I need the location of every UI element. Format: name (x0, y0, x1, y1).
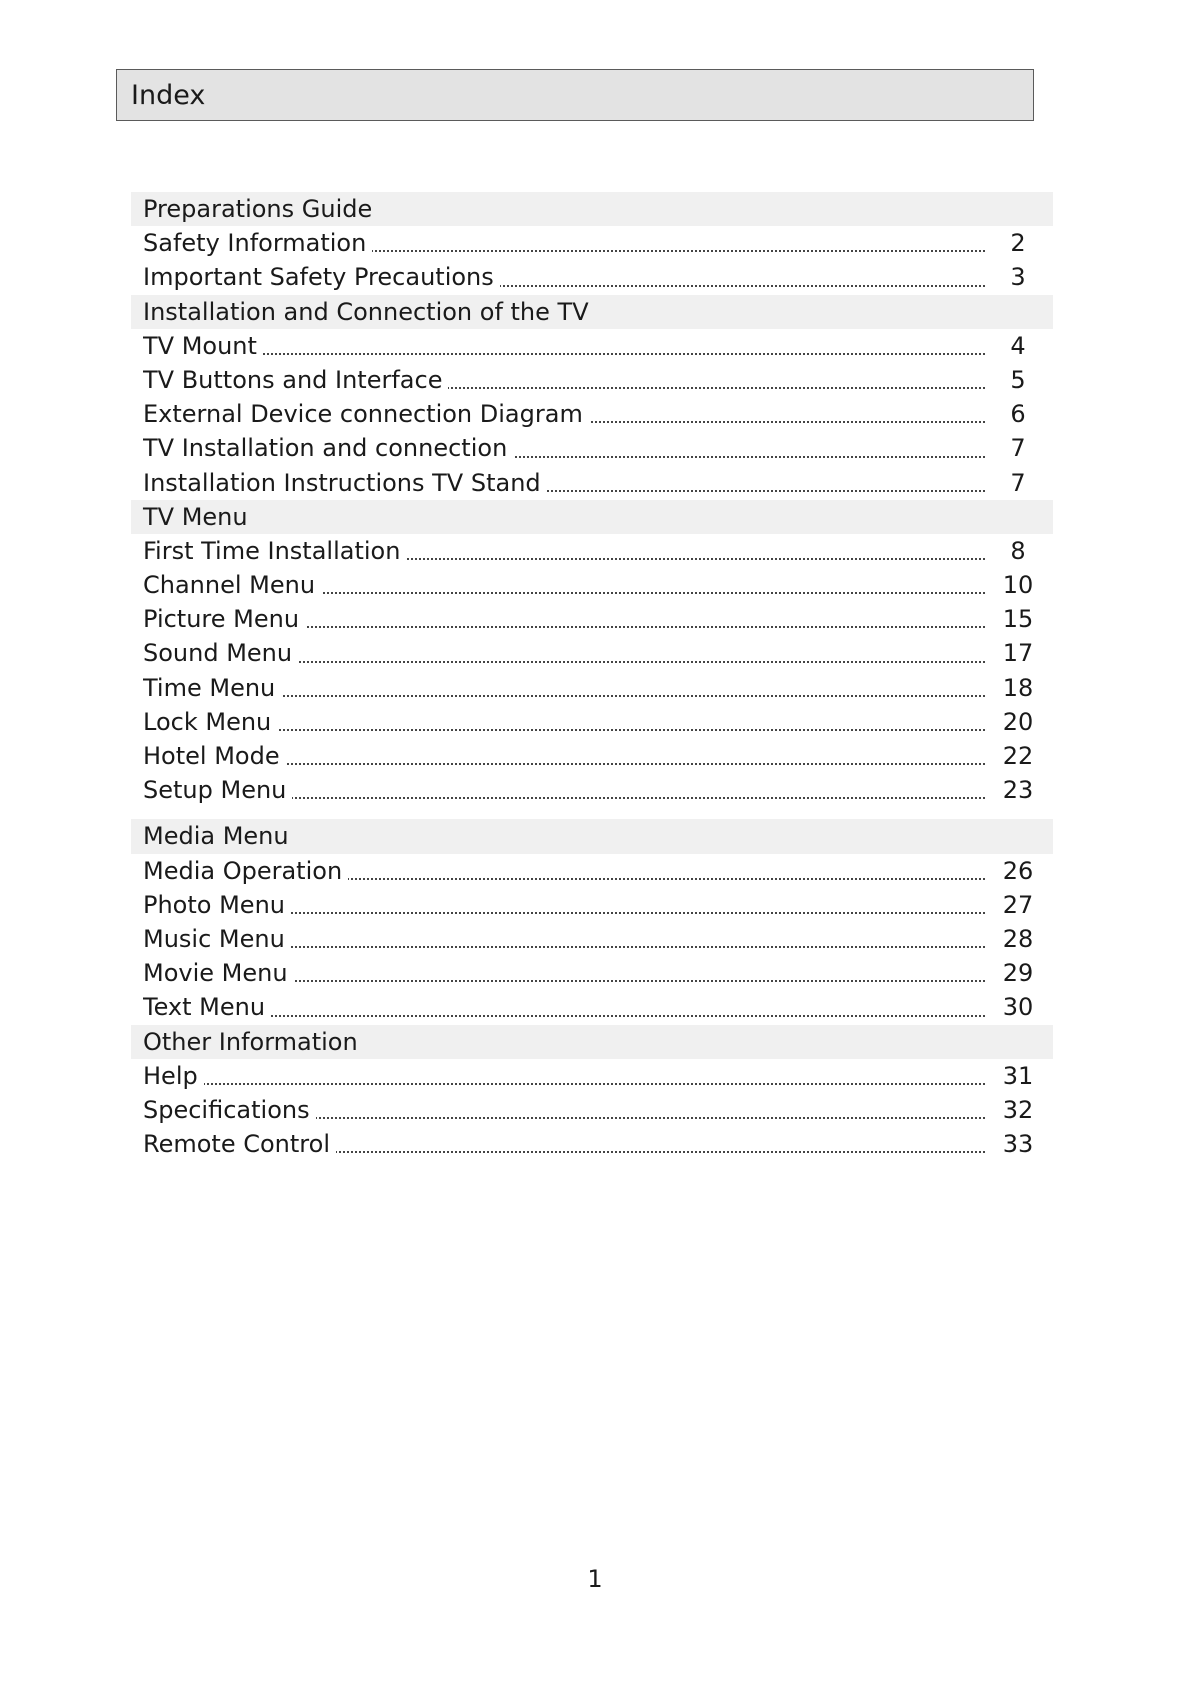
entry-page-number: 3 (1010, 263, 1026, 292)
entry-label: TV Installation and connection (143, 434, 513, 462)
toc-entry[interactable] (131, 854, 1053, 888)
entry-label: Movie Menu (143, 959, 294, 987)
section-title: Media Menu (131, 819, 1053, 853)
entry-page-number: 29 (1002, 959, 1034, 988)
entry-page-number: 28 (1002, 924, 1034, 953)
entry-page-number: 20 (1002, 707, 1034, 736)
entry-page-number: 8 (1010, 536, 1026, 565)
toc-entry[interactable] (131, 956, 1053, 990)
entry-label: TV Mount (143, 332, 263, 360)
entry-label: Sound Menu (143, 639, 298, 667)
entry-page-number: 6 (1010, 400, 1026, 429)
entry-label: External Device connection Diagram (143, 400, 589, 428)
entry-page-number: 26 (1002, 856, 1034, 885)
dot-leader (143, 353, 985, 355)
toc-entry[interactable] (131, 466, 1053, 500)
entry-page-number: 2 (1010, 229, 1026, 258)
toc-entry[interactable] (131, 226, 1053, 260)
entry-label: Time Menu (143, 674, 281, 702)
toc-entry[interactable] (131, 739, 1053, 773)
entry-page-number: 23 (1002, 776, 1034, 805)
section-title: TV Menu (131, 500, 1053, 534)
toc-entry[interactable] (131, 888, 1053, 922)
entry-label: Text Menu (143, 993, 271, 1021)
entry-page-number: 33 (1002, 1130, 1034, 1159)
toc-entry[interactable] (131, 397, 1053, 431)
toc-entry[interactable] (131, 260, 1053, 294)
entry-label: Photo Menu (143, 891, 291, 919)
entry-page-number: 30 (1002, 993, 1034, 1022)
entry-page-number: 17 (1002, 639, 1034, 668)
entry-label: Important Safety Precautions (143, 263, 500, 291)
entry-label: Media Operation (143, 857, 348, 885)
index-title: Index (116, 69, 1034, 121)
page-number: 1 (587, 1565, 603, 1593)
entry-label: First Time Installation (143, 537, 406, 565)
toc-entry[interactable] (131, 636, 1053, 670)
entry-page-number: 15 (1002, 605, 1034, 634)
section-title: Preparations Guide (131, 192, 1053, 226)
entry-page-number: 10 (1002, 571, 1034, 600)
toc-entry[interactable] (131, 671, 1053, 705)
toc-entry[interactable] (131, 363, 1053, 397)
toc-entry[interactable] (131, 773, 1053, 807)
entry-page-number: 27 (1002, 890, 1034, 919)
section-title: Installation and Connection of the TV (131, 295, 1053, 329)
entry-label: Music Menu (143, 925, 291, 953)
entry-label: Help (143, 1062, 204, 1090)
entry-page-number: 31 (1002, 1061, 1034, 1090)
section-title: Other Information (131, 1025, 1053, 1059)
entry-label: TV Buttons and Interface (143, 366, 448, 394)
entry-label: Setup Menu (143, 776, 292, 804)
table-of-contents (131, 192, 1053, 1161)
toc-section-installation (131, 295, 1053, 500)
entry-page-number: 4 (1010, 331, 1026, 360)
toc-entry[interactable] (131, 568, 1053, 602)
entry-page-number: 32 (1002, 1095, 1034, 1124)
entry-label: Channel Menu (143, 571, 321, 599)
entry-page-number: 7 (1010, 434, 1026, 463)
toc-entry[interactable] (131, 1059, 1053, 1093)
entry-page-number: 5 (1010, 365, 1026, 394)
entry-label: Hotel Mode (143, 742, 286, 770)
toc-entry[interactable] (131, 431, 1053, 465)
entry-label: Remote Control (143, 1130, 336, 1158)
entry-label: Installation Instructions TV Stand (143, 469, 547, 497)
toc-entry[interactable] (131, 1093, 1053, 1127)
toc-entry[interactable] (131, 534, 1053, 568)
toc-section-preparations (131, 192, 1053, 295)
toc-entry[interactable] (131, 329, 1053, 363)
toc-section-tv-menu (131, 500, 1053, 808)
toc-entry[interactable] (131, 705, 1053, 739)
entry-label: Safety Information (143, 229, 372, 257)
toc-section-other-information (131, 1025, 1053, 1162)
toc-entry[interactable] (131, 922, 1053, 956)
dot-leader (143, 1083, 985, 1085)
entry-label: Picture Menu (143, 605, 305, 633)
entry-page-number: 18 (1002, 673, 1034, 702)
toc-entry[interactable] (131, 1127, 1053, 1161)
entry-page-number: 7 (1010, 468, 1026, 497)
toc-entry[interactable] (131, 990, 1053, 1024)
entry-label: Lock Menu (143, 708, 277, 736)
toc-section-media-menu (131, 819, 1053, 1024)
entry-label: Specifications (143, 1096, 316, 1124)
toc-entry[interactable] (131, 602, 1053, 636)
entry-page-number: 22 (1002, 742, 1034, 770)
